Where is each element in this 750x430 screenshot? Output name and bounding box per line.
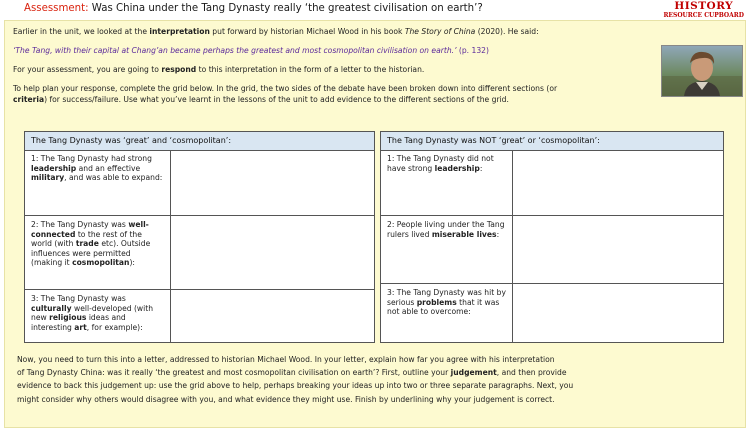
evidence-cell[interactable] bbox=[513, 150, 723, 215]
assessment-label: Assessment: bbox=[24, 3, 89, 14]
grid-row bbox=[381, 150, 723, 216]
criterion-text: well-developed (with new bbox=[31, 303, 154, 323]
criterion-text: etc). Outside influences were permitted (making it bbox=[31, 239, 151, 268]
header-bar bbox=[0, 0, 750, 20]
intro-text: (2020). He said: bbox=[475, 27, 539, 36]
grid-row bbox=[25, 150, 374, 216]
intro-text: to this interpretation in the form of a letter to the historian. bbox=[196, 65, 425, 74]
keyword-respond: respond bbox=[161, 65, 197, 74]
criterion-keyword: religious bbox=[49, 313, 87, 323]
criterion-keyword: military bbox=[31, 173, 65, 183]
criterion-text: ideas and interesting bbox=[31, 313, 126, 332]
intro-paragraph-2 bbox=[13, 64, 653, 75]
criterion-text: that it was not able to overcome: bbox=[387, 297, 500, 317]
criterion-keyword: problems bbox=[416, 297, 457, 307]
criterion-keyword: trade bbox=[75, 239, 99, 249]
evidence-cell[interactable] bbox=[171, 216, 374, 289]
grid-row bbox=[25, 216, 374, 290]
criterion-text: ): bbox=[129, 258, 135, 268]
quote-text: ‘The Tang, with their capital at Chang’an became perhaps the greatest and most cosmopolitan civilisation on earth.’ bbox=[13, 46, 457, 55]
criterion-text: , for example): bbox=[86, 322, 143, 332]
grid-not-great-cosmopolitan bbox=[380, 131, 724, 343]
criterion-text: 1: The Tang Dynasty had strong bbox=[31, 154, 152, 163]
grid-heading-great: The Tang Dynasty was ‘great’ and ‘cosmopolitan’: bbox=[25, 132, 374, 151]
criterion-text: 2: The Tang Dynasty was bbox=[31, 220, 129, 229]
evidence-cell[interactable] bbox=[171, 150, 374, 215]
quote-page-ref: (p. 132) bbox=[456, 46, 489, 55]
intro-paragraph-1 bbox=[13, 26, 743, 37]
instruction-line: of Tang Dynasty China: was it really ‘the greatest and most cosmopolitan civilisation on earth’? First, outline your bbox=[17, 368, 451, 378]
criterion-serious-problems bbox=[381, 284, 513, 342]
michael-wood-quote bbox=[13, 45, 653, 56]
intro-paragraph-3 bbox=[13, 83, 743, 105]
grid-heading-not-great: The Tang Dynasty was NOT ‘great’ or ‘cosmopolitan’: bbox=[381, 132, 723, 151]
grid-great-cosmopolitan bbox=[24, 131, 375, 343]
intro-text: put forward by historian Michael Wood in his book bbox=[209, 27, 405, 36]
book-title: The Story of China bbox=[404, 27, 476, 36]
evidence-cell[interactable] bbox=[513, 216, 723, 283]
keyword-interpretation: interpretation bbox=[149, 27, 210, 36]
criterion-miserable-lives bbox=[381, 216, 513, 283]
instruction-line: , and then provide bbox=[496, 368, 567, 378]
evidence-cell[interactable] bbox=[171, 290, 374, 342]
criterion-well-connected bbox=[25, 216, 171, 289]
criterion-text: to the rest of the world (with bbox=[31, 229, 142, 249]
grid-row bbox=[381, 284, 723, 342]
letter-instructions bbox=[17, 353, 743, 406]
grid-row bbox=[381, 216, 723, 284]
grid-row bbox=[25, 290, 374, 342]
assessment-title bbox=[24, 3, 483, 14]
criterion-keyword: cosmopolitan bbox=[72, 258, 130, 268]
criterion-weak-leadership bbox=[381, 150, 513, 215]
logo-line-history: HISTORY bbox=[674, 0, 734, 12]
assessment-question: Was China under the Tang Dynasty really ‘the greatest civilisation on earth’? bbox=[91, 3, 483, 14]
criterion-leadership-military bbox=[25, 150, 171, 215]
instruction-line: might consider why others would disagree with you, and what evidence they might use. Finish by underlining why your judgement is correct. bbox=[17, 394, 555, 404]
logo-line-resource-cupboard: RESOURCE CUPBOARD bbox=[663, 11, 744, 19]
instruction-line: Now, you need to turn this into a letter, addressed to historian Michael Wood. In your letter, explain how far you agree with his interpretation bbox=[17, 355, 555, 364]
intro-text: ) for success/failure. Use what you’ve learnt in the lessons of the unit to add evidence to the different sections of the grid. bbox=[44, 95, 509, 104]
intro-text: Earlier in the unit, we looked at the bbox=[13, 27, 150, 36]
criterion-text: 3: The Tang Dynasty was bbox=[31, 294, 126, 303]
keyword-judgement: judgement bbox=[450, 368, 497, 378]
criterion-text: and an effective bbox=[76, 163, 141, 173]
criterion-keyword: leadership bbox=[31, 163, 77, 173]
criterion-text: 2: People living under the Tang rulers lived bbox=[387, 220, 505, 239]
criterion-text: : bbox=[496, 229, 500, 239]
criterion-text: 3: The Tang Dynasty was hit by serious bbox=[387, 288, 506, 307]
evidence-cell[interactable] bbox=[513, 284, 723, 342]
criterion-keyword: leadership bbox=[434, 163, 480, 173]
criterion-text: 1: The Tang Dynasty did not have strong bbox=[387, 154, 494, 173]
criterion-keyword: culturally bbox=[31, 303, 72, 313]
intro-text: To help plan your response, complete the grid below. In the grid, the two sides of the debate have been broken down into different sections (or bbox=[13, 84, 558, 93]
criterion-culturally-developed bbox=[25, 290, 171, 342]
history-resource-cupboard-logo bbox=[663, 1, 744, 19]
intro-text: For your assessment, you are going to bbox=[13, 65, 162, 74]
criterion-text: , and was able to expand: bbox=[64, 173, 163, 183]
criterion-keyword: miserable lives bbox=[431, 229, 497, 239]
instruction-line: evidence to back this judgement up: use the grid above to help, perhaps breaking your ideas up into two or three separate paragraphs. Next, you bbox=[17, 381, 574, 391]
criterion-keyword: well-connected bbox=[31, 220, 149, 239]
criterion-keyword: art bbox=[74, 322, 87, 332]
keyword-criteria: criteria bbox=[13, 95, 45, 104]
criterion-text: : bbox=[479, 163, 483, 173]
